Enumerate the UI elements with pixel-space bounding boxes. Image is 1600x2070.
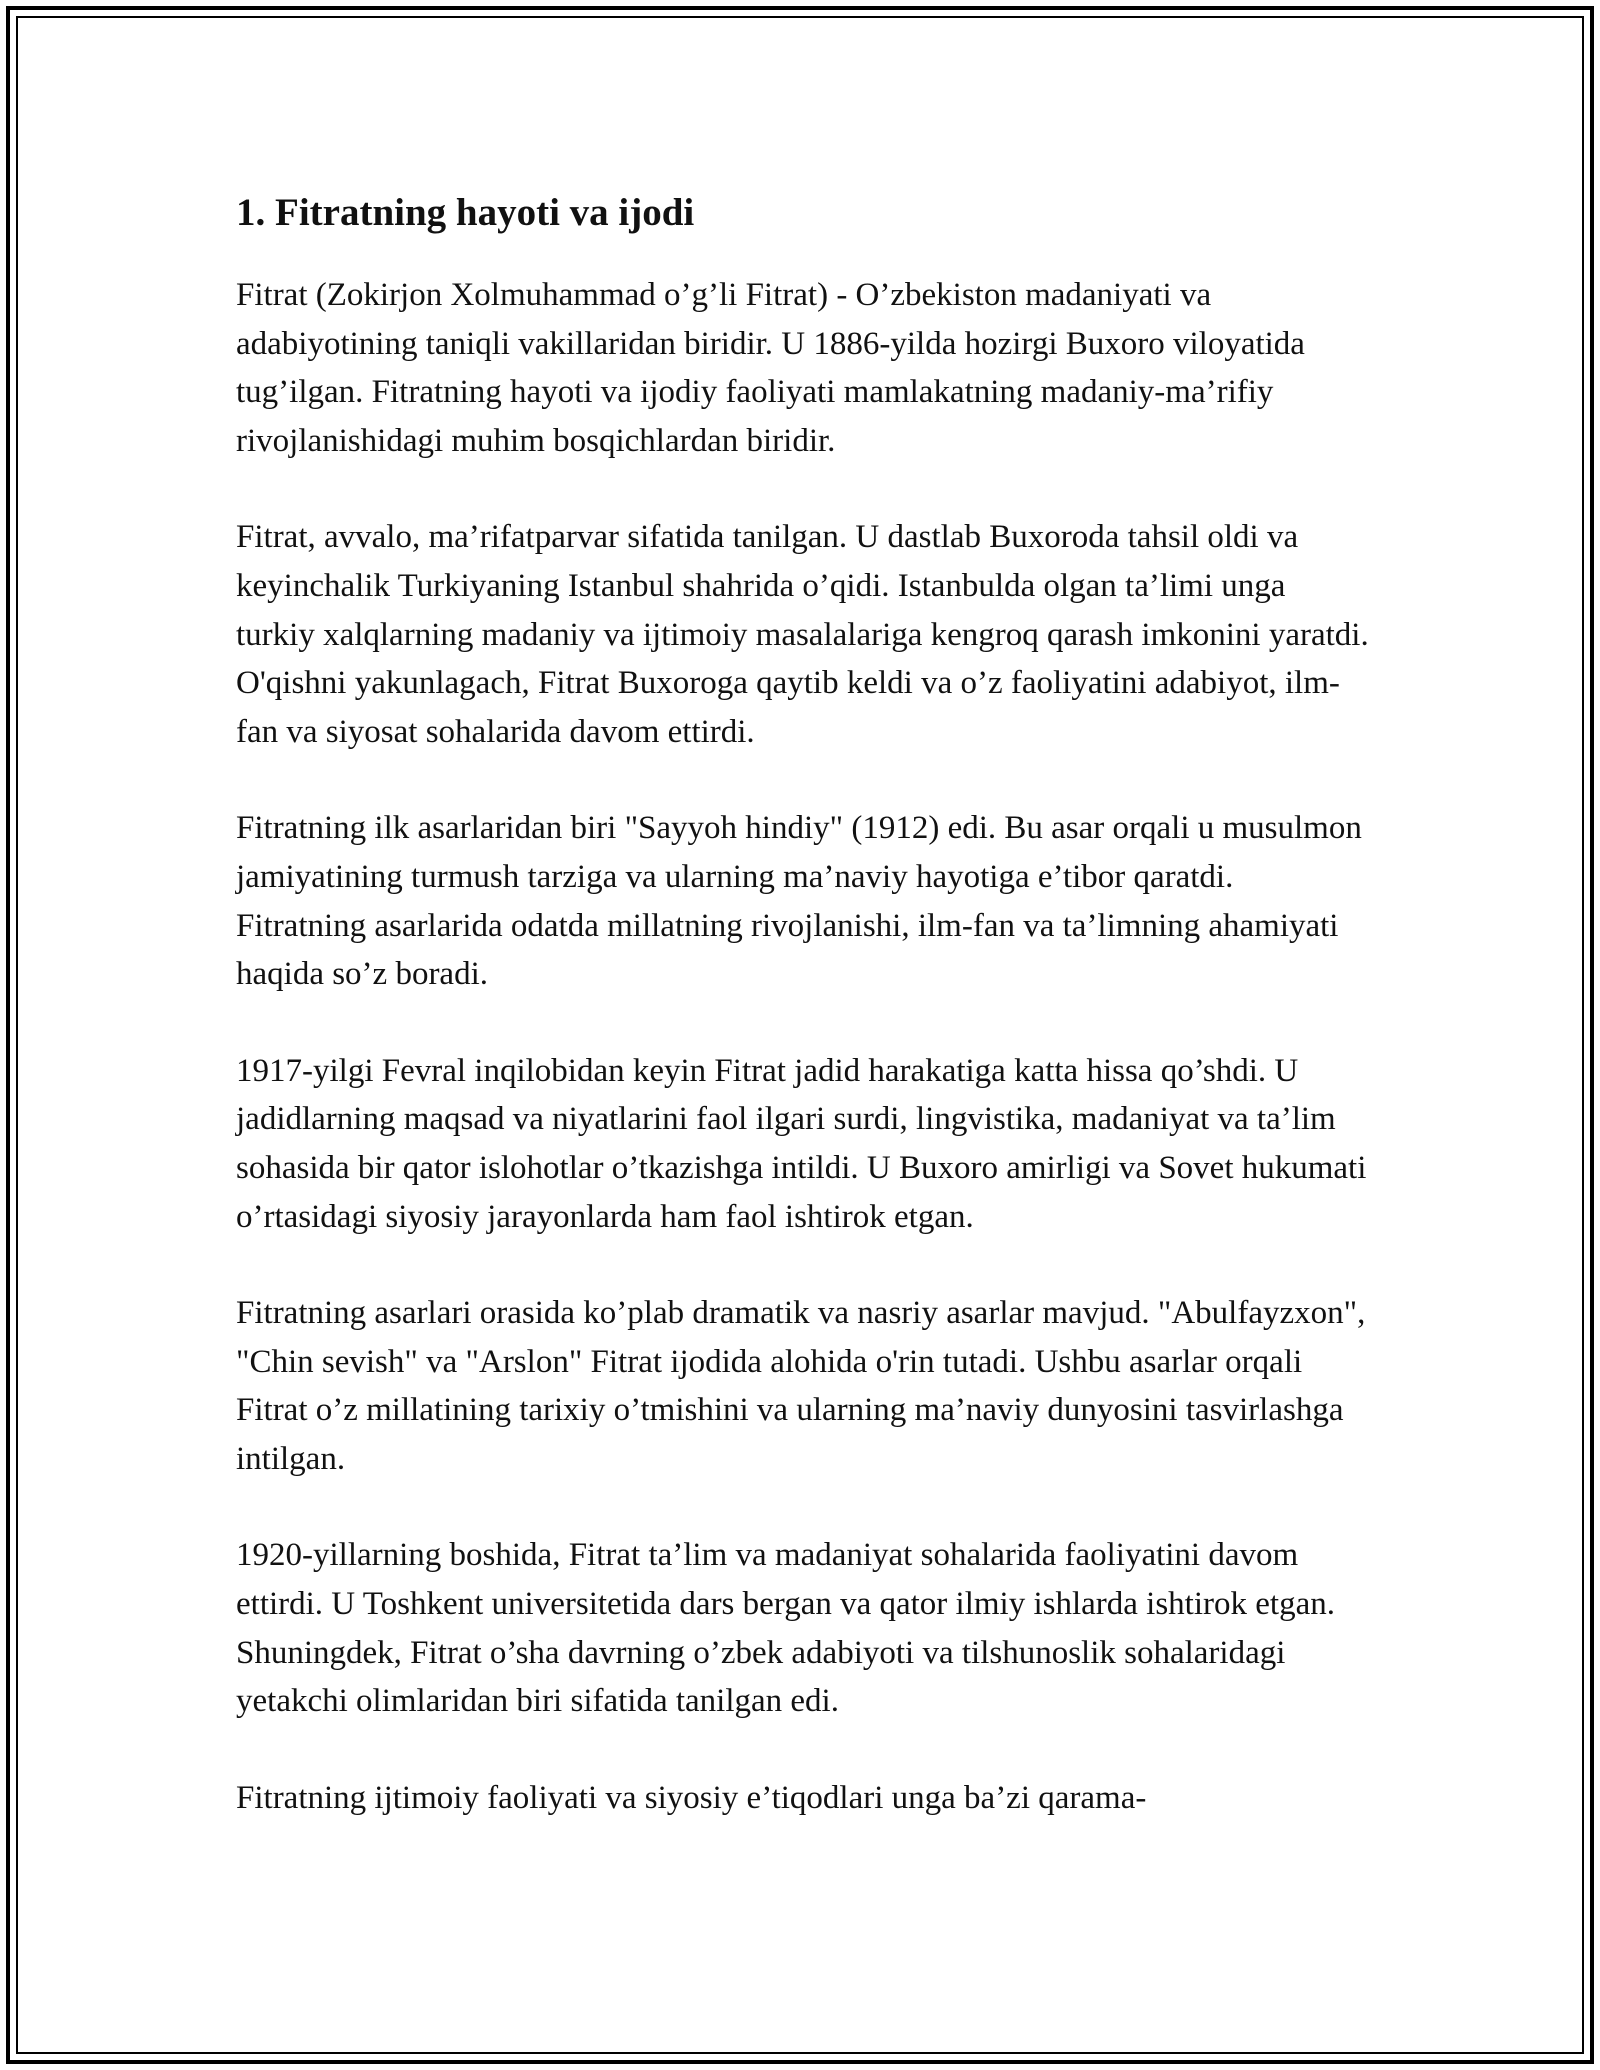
- paragraph-3: Fitratning ilk asarlaridan biri "Sayyoh hindiy" (1912) edi. Bu asar orqali u musulmon jamiyatining turmush tarziga va ularning ma’naviy hayotiga e’tibor qaratdi. Fitratning asarlarida odatda millatning rivojlanishi, ilm-fan va ta’limning ahamiyati haqida so’z boradi.: [236, 810, 1362, 993]
- paragraph-2: Fitrat, avvalo, ma’rifatparvar sifatida tanilgan. U dastlab Buxoroda tahsil oldi va keyinchalik Turkiyaning Istanbul shahrida o’qidi. Istanbulda olgan ta’limi unga turkiy xalqlarning madaniy va ijtimoiy masalalariga kengroq qarash imkonini yaratdi. O'qishni yakunlagach, Fitrat Buxoroga qaytib keldi va o’z faoliyatini adabiyot, ilm-fan va siyosat sohalarida davom ettirdi.: [236, 519, 1369, 750]
- paragraph-1: Fitrat (Zokirjon Xolmuhammad o’g’li Fitrat) - O’zbekiston madaniyati va adabiyotining taniqli vakillaridan biridir. U 1886-yilda hozirgi Buxoro viloyatida tug’ilgan. Fitratning hayoti va ijodiy faoliyati mamlakatning madaniy-ma’rifiy rivojlanishidagi muhim bosqichlardan biridir.: [236, 277, 1305, 459]
- paragraph-4: 1917-yilgi Fevral inqilobidan keyin Fitrat jadid harakatiga katta hissa qo’shdi. U jadidlarning maqsad va niyatlarini faol ilgari surdi, lingvistika, madaniyat va ta’lim sohasida bir qator islohotlar o’tkazishga intildi. U Buxoro amirligi va Sovet hukumati o’rtasidagi siyosiy jarayonlarda ham faol ishtirok etgan.: [236, 1052, 1367, 1235]
- document-title: 1. Fitratning hayoti va ijodi: [236, 191, 695, 234]
- paragraph-7: Fitratning ijtimoiy faoliyati va siyosiy e’tiqodlari unga ba’zi qarama-: [236, 1779, 1147, 1816]
- paragraph-6: 1920-yillarning boshida, Fitrat ta’lim va madaniyat sohalarida faoliyatini davom ettirdi. U Toshkent universitetida dars bergan va qator ilmiy ishlarda ishtirok etgan. Shuningdek, Fitrat o’sha davrning o’zbek adabiyoti va tilshunoslik sohalaridagi yetakchi olimlaridan biri sifatida tanilgan edi.: [236, 1537, 1335, 1720]
- document-body: [236, 185, 1371, 1870]
- paragraph-5: Fitratning asarlari orasida ko’plab dramatik va nasriy asarlar mavjud. "Abulfayzxon", "Chin sevish" va "Arslon" Fitrat ijodida alohida o'rin tutadi. Ushbu asarlar orqali Fitrat o’z millatining tarixiy o’tmishini va ularning ma’naviy dunyosini tasvirlashga intilgan.: [236, 1295, 1366, 1477]
